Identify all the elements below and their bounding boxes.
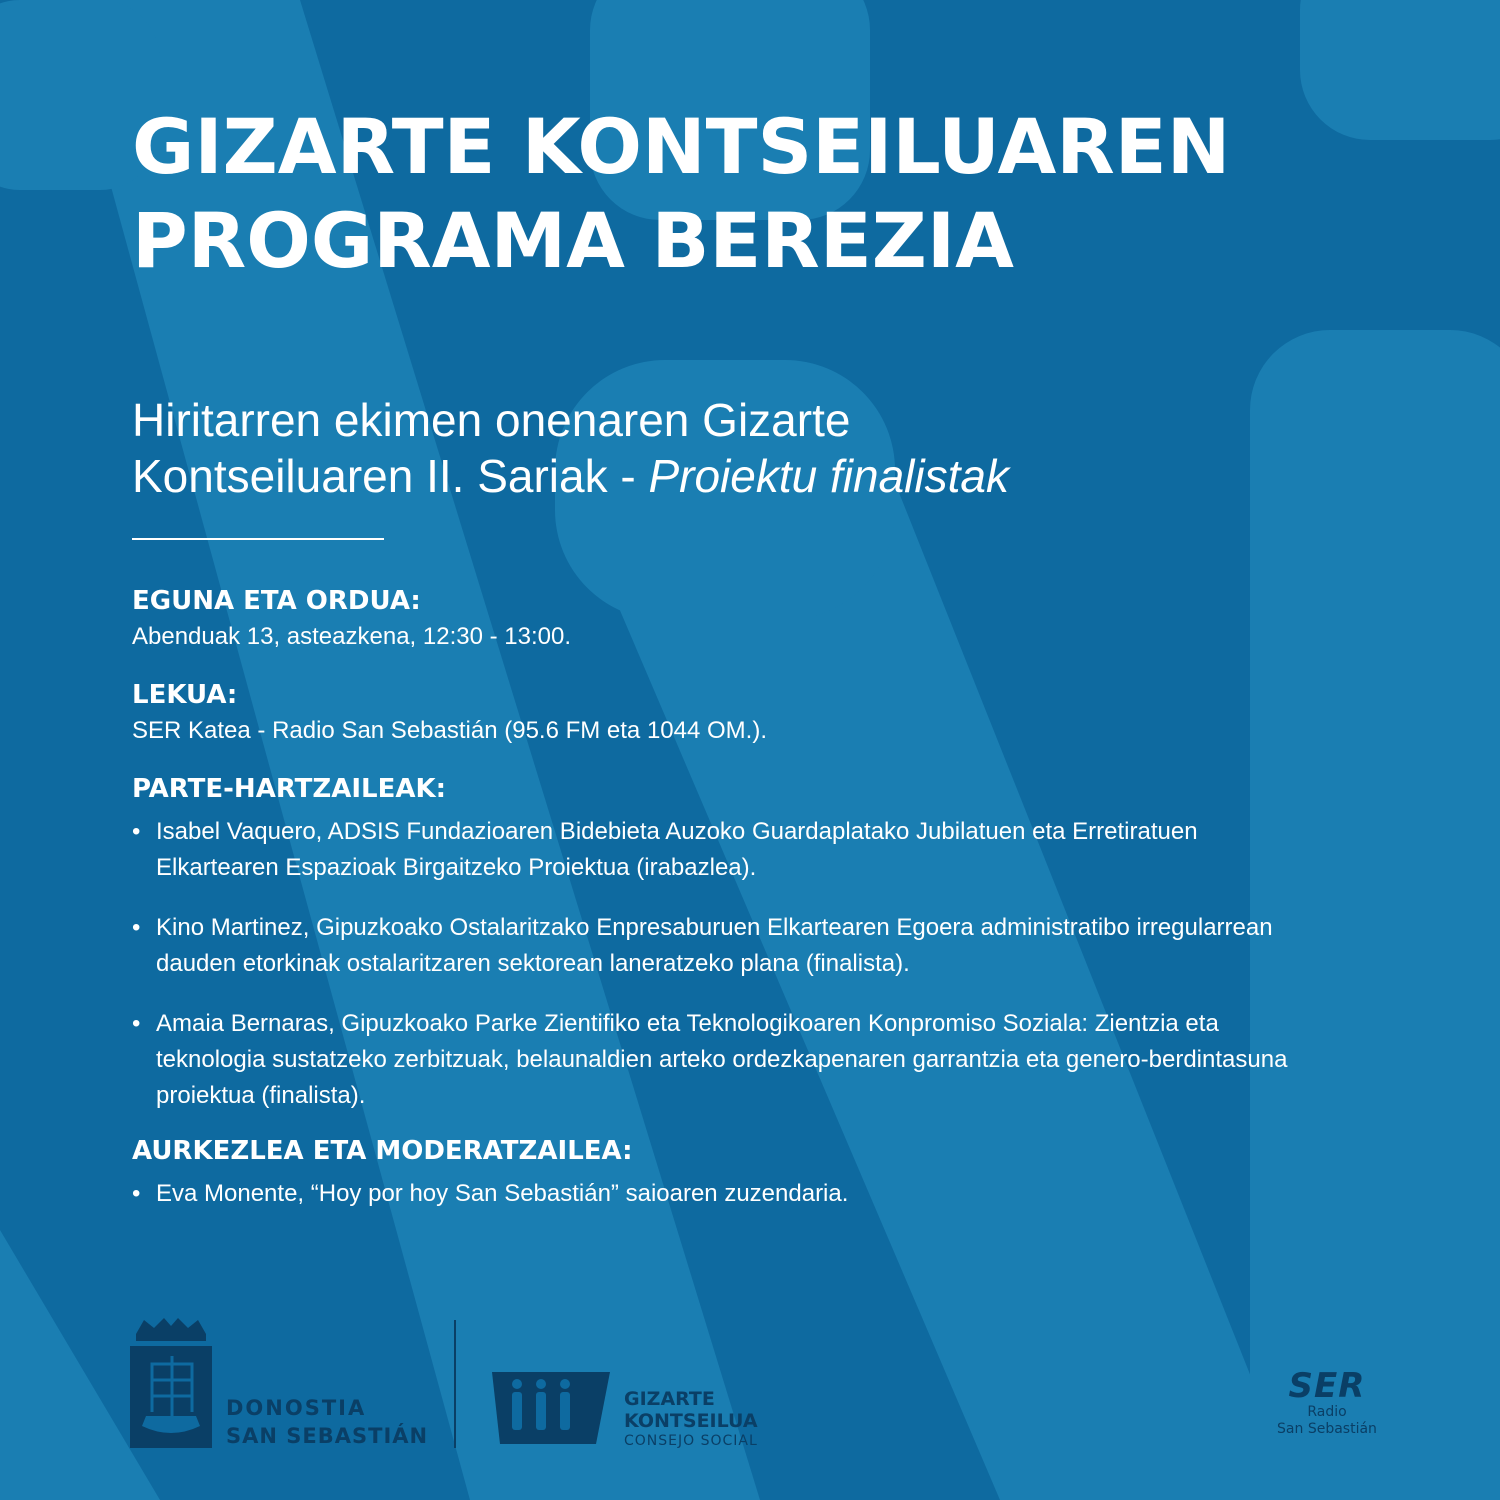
list-item: • Eva Monente, “Hoy por hoy San Sebastián” saioaren zuzendaria. [132, 1180, 849, 1207]
donostia-crest-icon [130, 1316, 212, 1448]
when-section [132, 584, 1372, 654]
title-line-1: GIZARTE KONTSEILUAREN [132, 102, 1231, 191]
presenter-1: Eva Monente, “Hoy por hoy San Sebastián” saioaren zuzendaria. [156, 1180, 849, 1207]
participant-3: Amaia Bernaras, Gipuzkoako Parke Zientifiko eta Teknologikoaren Konpromiso Soziala: Zientzia eta teknologia sustatzeko zerbitzuak, belaunaldien arteko ordezkapenaren garrantzia eta genero-berdintasuna proiektua (finalista). [156, 1010, 1288, 1109]
presenter-list [132, 1176, 1372, 1212]
kontseilua-line-1: GIZARTE [624, 1388, 715, 1410]
when-text: Abenduak 13, asteazkena, 12:30 - 13:00. [132, 623, 571, 650]
participants-section [132, 772, 1322, 1138]
when-heading: EGUNA ETA ORDUA: [132, 586, 421, 616]
page-title [132, 100, 1230, 288]
subtitle-line-2-text: Kontseiluaren II. Sariak - [132, 450, 649, 502]
place-section [132, 678, 1372, 748]
subtitle [132, 392, 1372, 504]
list-item: • Kino Martinez, Gipuzkoako Ostalaritzako Enpresaburuen Elkartearen Egoera administratibo irregularrean dauden etorkinak ostalaritzaren sektorean laneratzeko plana (finalista). [132, 914, 1273, 977]
title-line-2: PROGRAMA BEREZIA [132, 196, 1014, 285]
ser-line-1: Radio [1307, 1404, 1347, 1420]
subtitle-line-1: Hiritarren ekimen onenaren Gizarte [132, 394, 851, 446]
participants-heading: PARTE-HARTZAILEAK: [132, 774, 447, 804]
list-item: • Isabel Vaquero, ADSIS Fundazioaren Bidebieta Auzoko Guardaplatako Jubilatuen eta Erretiratuen Elkartearen Espazioak Birgaitzeko Proiektua (irabazlea). [132, 818, 1198, 881]
donostia-line-2: SAN SEBASTIÁN [226, 1424, 429, 1448]
participant-1: Isabel Vaquero, ADSIS Fundazioaren Bidebieta Auzoko Guardaplatako Jubilatuen eta Erretiratuen Elkartearen Espazioak Birgaitzeko Proiektua (irabazlea). [156, 818, 1198, 881]
kontseilua-mark-icon [492, 1372, 610, 1444]
kontseilua-line-2: KONTSEILUA [624, 1410, 758, 1432]
place-text: SER Katea - Radio San Sebastián (95.6 FM eta 1044 OM.). [132, 717, 767, 744]
donostia-logo [130, 1316, 430, 1451]
ser-logo [1252, 1368, 1402, 1452]
kontseilua-line-3: CONSEJO SOCIAL [624, 1433, 758, 1449]
participant-2: Kino Martinez, Gipuzkoako Ostalaritzako Enpresaburuen Elkartearen Egoera administratibo irregularrean dauden etorkinak ostalaritzaren sektorean laneratzeko plana (finalista). [156, 914, 1273, 977]
divider [132, 538, 384, 540]
donostia-line-1: DONOSTIA [226, 1396, 367, 1420]
subtitle-finalists: Proiektu finalistak [648, 450, 1009, 502]
logo-divider [454, 1320, 456, 1448]
participants-list [132, 814, 1322, 1114]
kontseilua-logo [492, 1372, 792, 1452]
presenter-heading: AURKEZLEA ETA MODERATZAILEA: [132, 1136, 633, 1166]
place-heading: LEKUA: [132, 680, 238, 710]
ser-brand: SER [1288, 1366, 1366, 1406]
presenter-section [132, 1134, 1372, 1236]
subtitle-line-2 [132, 448, 1372, 504]
ser-line-2: San Sebastián [1277, 1421, 1377, 1437]
list-item: • Amaia Bernaras, Gipuzkoako Parke Zientifiko eta Teknologikoaren Konpromiso Soziala: Zientzia eta teknologia sustatzeko zerbitzuak, belaunaldien arteko ordezkapenaren garrantzia eta genero-berdintasuna proiektua (finalista). [132, 1010, 1288, 1109]
